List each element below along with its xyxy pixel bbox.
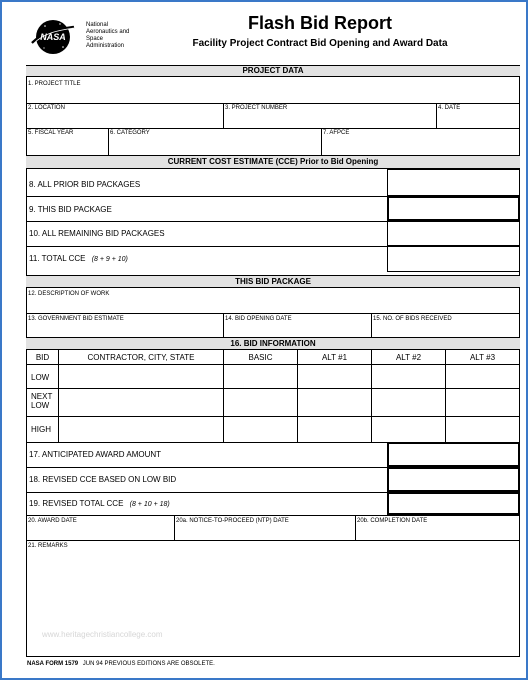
form-id: NASA FORM 1579 — [27, 661, 79, 667]
revised-total-cce-formula: (8 + 10 + 18) — [129, 501, 170, 508]
divider — [26, 515, 520, 516]
contractor-column-header: CONTRACTOR, CITY, STATE — [87, 353, 195, 362]
remaining-bid-packages-label: 10. ALL REMAINING BID PACKAGES — [29, 229, 165, 238]
all-prior-bid-packages-label: 8. ALL PRIOR BID PACKAGES — [29, 180, 141, 189]
divider — [297, 350, 298, 442]
divider — [223, 313, 224, 337]
alt2-column-header: ALT #2 — [395, 353, 422, 362]
date-label: 4. DATE — [438, 105, 461, 111]
divider — [26, 540, 520, 541]
total-cce-field[interactable] — [387, 246, 520, 272]
form-right-edge — [519, 65, 520, 656]
bid-information-heading: 16. BID INFORMATION — [26, 337, 520, 350]
watermark-text: www.heritagechristiancollege.com — [42, 630, 163, 639]
form-bottom-edge — [26, 656, 520, 657]
this-bid-package-heading: THIS BID PACKAGE — [26, 275, 520, 288]
divider — [26, 313, 520, 314]
divider — [223, 103, 224, 128]
revised-cce-field[interactable] — [387, 467, 520, 492]
divider — [26, 416, 520, 417]
bid-opening-date-label: 14. BID OPENING DATE — [225, 316, 292, 322]
agency-line: Aeronautics and — [86, 29, 130, 35]
nasa-logo-icon — [30, 17, 76, 57]
divider — [445, 350, 446, 442]
divider — [108, 128, 109, 155]
completion-date-label: 20b. COMPLETION DATE — [357, 518, 428, 524]
remarks-label: 21. REMARKS — [28, 543, 68, 549]
anticipated-award-label: 17. ANTICIPATED AWARD AMOUNT — [29, 450, 162, 459]
agency-name — [86, 22, 129, 50]
footer-note: JUN 94 PREVIOUS EDITIONS ARE OBSOLETE. — [82, 661, 215, 667]
next-low-line: NEXT — [31, 392, 53, 401]
divider — [26, 388, 520, 389]
divider — [174, 515, 175, 540]
number-of-bids-label: 15. NO. OF BIDS RECEIVED — [373, 316, 452, 322]
divider — [371, 350, 372, 442]
revised-total-cce-label — [29, 499, 170, 509]
award-date-label: 20. AWARD DATE — [28, 518, 77, 524]
revised-total-cce-text: 19. REVISED TOTAL CCE — [29, 499, 124, 508]
low-bid-label: LOW — [31, 373, 50, 382]
this-bid-package-label: 9. THIS BID PACKAGE — [29, 205, 112, 214]
project-data-heading: PROJECT DATA — [26, 65, 520, 77]
bid-column-header: BID — [35, 353, 50, 362]
divider — [355, 515, 356, 540]
next-low-line: LOW — [31, 401, 50, 410]
total-cce-text: 11. TOTAL CCE — [29, 254, 86, 263]
anticipated-award-field[interactable] — [387, 442, 520, 467]
basic-column-header: BASIC — [248, 353, 273, 362]
divider — [223, 350, 224, 442]
cce-heading: CURRENT COST ESTIMATE (CCE) Prior to Bid Opening — [26, 155, 520, 169]
form-title: Flash Bid Report — [247, 13, 392, 33]
agency-line: National — [86, 22, 109, 28]
logo-text: NASA — [40, 32, 66, 42]
this-bid-package-field[interactable] — [387, 196, 520, 221]
ntp-date-label: 20a. NOTICE-TO-PROCEED (NTP) DATE — [176, 518, 289, 524]
total-cce-formula: (8 + 9 + 10) — [91, 256, 128, 263]
agency-line: Space — [86, 36, 104, 42]
project-number-label: 3. PROJECT NUMBER — [225, 105, 288, 111]
category-label: 6. CATEGORY — [110, 130, 150, 136]
alt1-column-header: ALT #1 — [321, 353, 348, 362]
next-low-bid-label — [31, 392, 52, 410]
fiscal-year-label: 5. FISCAL YEAR — [28, 130, 74, 136]
form-footer — [27, 661, 215, 668]
revised-total-cce-field[interactable] — [387, 492, 520, 515]
project-title-label: 1. PROJECT TITLE — [28, 81, 81, 87]
remaining-bid-packages-field[interactable] — [387, 221, 520, 246]
high-bid-label: HIGH — [31, 425, 51, 434]
alt3-column-header: ALT #3 — [469, 353, 496, 362]
divider — [26, 128, 520, 129]
government-bid-estimate-label: 13. GOVERNMENT BID ESTIMATE — [28, 316, 124, 322]
divider — [436, 103, 437, 128]
divider — [26, 103, 520, 104]
description-of-work-label: 12. DESCRIPTION OF WORK — [28, 291, 110, 297]
divider — [321, 128, 322, 155]
divider — [58, 350, 59, 442]
form-subtitle: Facility Project Contract Bid Opening and Award Data — [192, 38, 448, 49]
afpce-label: 7. AFPCE — [323, 130, 350, 136]
divider — [371, 313, 372, 337]
agency-line: Administration — [86, 43, 125, 49]
revised-cce-label: 18. REVISED CCE BASED ON LOW BID — [29, 475, 177, 484]
total-cce-label — [29, 254, 128, 264]
all-prior-bid-packages-field[interactable] — [387, 169, 520, 196]
location-label: 2. LOCATION — [28, 105, 65, 111]
